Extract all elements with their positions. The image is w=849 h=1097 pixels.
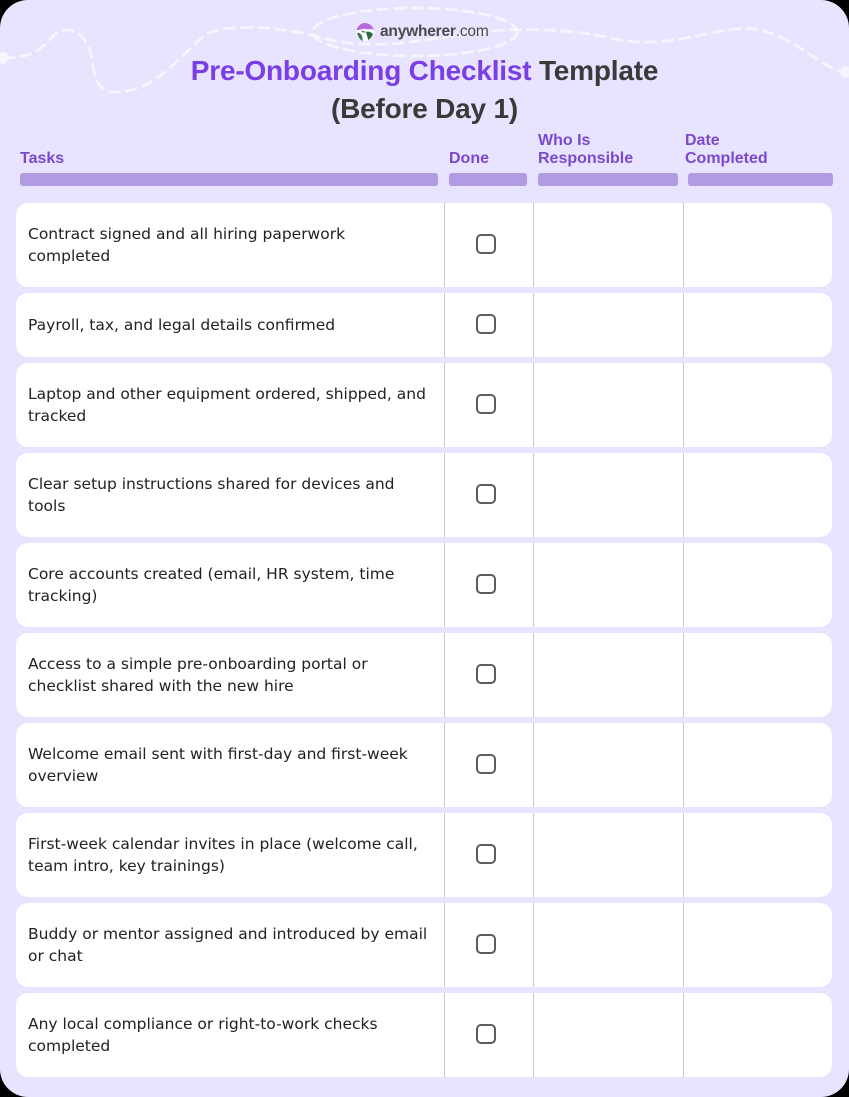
date-completed-cell[interactable] <box>684 633 832 717</box>
task-label: Payroll, tax, and legal details confirmed <box>28 316 336 334</box>
date-completed-cell[interactable] <box>684 203 832 287</box>
title-rest: Template <box>531 55 659 86</box>
date-completed-cell[interactable] <box>684 363 832 447</box>
header-bar-done <box>449 173 527 186</box>
done-checkbox[interactable] <box>476 574 496 594</box>
task-label: Welcome email sent with first-day and first-week overview <box>28 745 408 785</box>
who-responsible-cell[interactable] <box>534 813 683 897</box>
column-divider <box>444 293 445 357</box>
who-responsible-cell[interactable] <box>534 203 683 287</box>
task-label: Core accounts created (email, HR system, time tracking) <box>28 565 395 605</box>
column-divider <box>444 903 445 987</box>
task-label: First-week calendar invites in place (welcome call, team intro, key trainings) <box>28 835 418 875</box>
task-label: Buddy or mentor assigned and introduced by email or chat <box>28 925 428 965</box>
header-bar-date <box>688 173 833 186</box>
column-header-done: Done <box>449 150 489 167</box>
page-title <box>0 55 849 87</box>
date-completed-cell[interactable] <box>684 813 832 897</box>
table-row <box>16 903 832 987</box>
date-completed-cell[interactable] <box>684 293 832 357</box>
who-responsible-cell[interactable] <box>534 543 683 627</box>
column-divider <box>444 453 445 537</box>
column-header-date: Date Completed <box>685 132 768 167</box>
task-label: Any local compliance or right-to-work checks completed <box>28 1015 378 1055</box>
table-row <box>16 723 832 807</box>
column-divider <box>444 813 445 897</box>
done-checkbox[interactable] <box>476 234 496 254</box>
done-checkbox[interactable] <box>476 844 496 864</box>
who-responsible-cell[interactable] <box>534 903 683 987</box>
done-checkbox[interactable] <box>476 754 496 774</box>
table-row <box>16 633 832 717</box>
who-responsible-cell[interactable] <box>534 293 683 357</box>
globe-icon <box>355 22 375 42</box>
brand-name: anywherer.com <box>380 23 489 40</box>
done-checkbox[interactable] <box>476 314 496 334</box>
column-divider <box>444 363 445 447</box>
table-row <box>16 813 832 897</box>
column-header-tasks: Tasks <box>20 150 65 167</box>
task-label: Contract signed and all hiring paperwork completed <box>28 225 346 265</box>
header-bar-tasks <box>20 173 438 186</box>
who-responsible-cell[interactable] <box>534 453 683 537</box>
date-completed-cell[interactable] <box>684 453 832 537</box>
task-label: Clear setup instructions shared for devices and tools <box>28 475 395 515</box>
title-accent: Pre-Onboarding Checklist <box>190 55 532 86</box>
table-row <box>16 993 832 1077</box>
date-completed-cell[interactable] <box>684 723 832 807</box>
table-row <box>16 293 832 357</box>
column-divider <box>444 203 445 287</box>
who-responsible-cell[interactable] <box>534 363 683 447</box>
column-header-who: Who Is Responsible <box>538 132 634 167</box>
who-responsible-cell[interactable] <box>534 633 683 717</box>
column-divider <box>444 723 445 807</box>
column-divider <box>444 543 445 627</box>
table-row <box>16 453 832 537</box>
column-divider <box>444 993 445 1077</box>
done-checkbox[interactable] <box>476 484 496 504</box>
table-row <box>16 363 832 447</box>
done-checkbox[interactable] <box>476 664 496 684</box>
done-checkbox[interactable] <box>476 934 496 954</box>
date-completed-cell[interactable] <box>684 903 832 987</box>
header-bar-who <box>538 173 678 186</box>
date-completed-cell[interactable] <box>684 993 832 1077</box>
brand-logo[interactable] <box>355 20 489 44</box>
done-checkbox[interactable] <box>476 394 496 414</box>
page-subtitle: (Before Day 1) <box>330 93 519 124</box>
table-row <box>16 543 832 627</box>
who-responsible-cell[interactable] <box>534 993 683 1077</box>
who-responsible-cell[interactable] <box>534 723 683 807</box>
done-checkbox[interactable] <box>476 1024 496 1044</box>
date-completed-cell[interactable] <box>684 543 832 627</box>
table-row <box>16 203 832 287</box>
column-divider <box>444 633 445 717</box>
task-label: Laptop and other equipment ordered, shipped, and tracked <box>28 385 426 425</box>
task-label: Access to a simple pre-onboarding portal or checklist shared with the new hire <box>28 655 368 695</box>
